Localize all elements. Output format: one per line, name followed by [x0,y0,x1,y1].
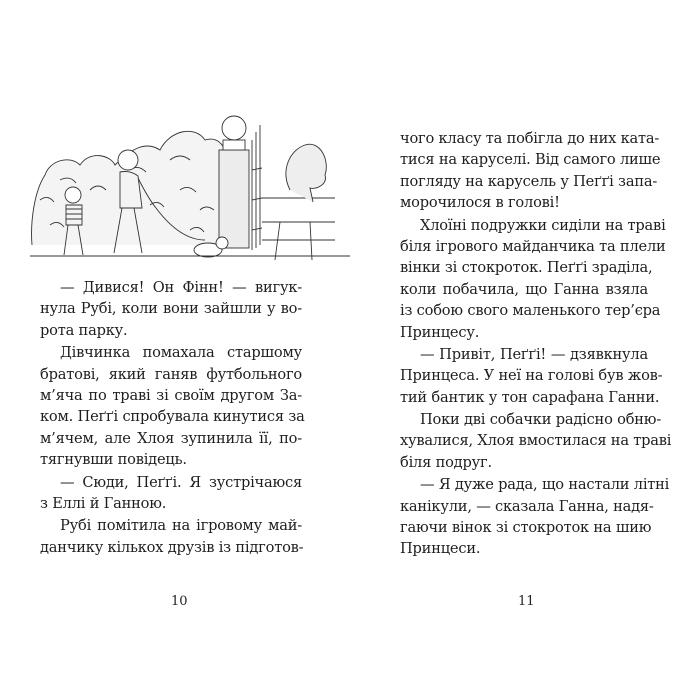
text-line: коли побачила, що Ганна взяла [400,280,648,298]
text-line: біля ігрового майданчика та плели [400,237,666,255]
text-line: біля подруг. [400,453,492,471]
paragraph [400,344,663,408]
text-line: із собою свого маленького тер’єра [400,302,661,320]
text-line: — Сюди, Пеґґі. Я зустрічаюся [60,473,302,491]
paragraph [40,515,302,558]
text-line: ком. Пеґґі спробувала кинутися за [40,408,305,426]
right-text-column [400,128,672,561]
text-line: данчику кількох друзів із підготов- [40,538,304,556]
paragraph [400,409,672,473]
text-line: м’яча по траві зі своїм другом За- [40,386,302,404]
paragraph [40,277,302,341]
text-line: м’ячем, але Хлоя зупинила її, по- [40,429,302,447]
page-number: 11 [518,594,535,609]
text-line: вінки зі стокроток. Пеґґі зраділа, [400,259,653,277]
text-line: братові, який ганяв футбольного [40,365,302,383]
paragraph [400,474,670,560]
text-line: Принцеси. [400,540,481,558]
text-line: Дівчинка помахала старшому [60,344,302,362]
right-page [350,0,700,700]
text-line: Хлоїні подружки сиділи на траві [420,216,666,234]
text-line: — Привіт, Пеґґі! — дзявкнула [420,345,648,363]
text-line: морочилося в голові! [400,194,560,212]
text-line: тягнувши повідець. [40,451,187,469]
paragraph [400,215,666,343]
illustration-park-gate [30,110,350,260]
text-line: тий бантик у тон сарафана Ганни. [400,388,660,406]
text-line: Принцеса. У неї на голові був жов- [400,367,663,385]
text-line: тися на каруселі. Від самого лише [400,151,661,169]
text-line: нула Рубі, коли вони зайшли у во- [40,300,302,318]
text-line: погляду на карусель у Пеґґі запа- [400,172,658,190]
text-line: Поки дві собачки радісно обню- [420,411,662,429]
text-line: — Дивися! Он Фінн! — вигук- [60,279,302,296]
text-line: Рубі помітила на ігровому май- [60,517,302,535]
text-line: канікули, — сказала Ганна, надя- [400,497,654,515]
text-line: гаючи вінок зі стокроток на шию [400,519,652,537]
text-line: хувалися, Хлоя вмостилася на траві [400,432,672,450]
page-number: 10 [171,594,188,609]
paragraph [40,472,302,515]
text-line: — Я дуже рада, що настали літні [420,476,670,494]
text-line: Принцесу. [400,323,480,341]
paragraph [400,128,661,214]
left-text-column [40,277,305,559]
text-line: чого класу та побігла до них ката- [400,130,660,147]
paragraph [40,342,305,470]
text-line: рота парку. [40,321,128,339]
text-line: з Еллі й Ганною. [40,494,167,512]
